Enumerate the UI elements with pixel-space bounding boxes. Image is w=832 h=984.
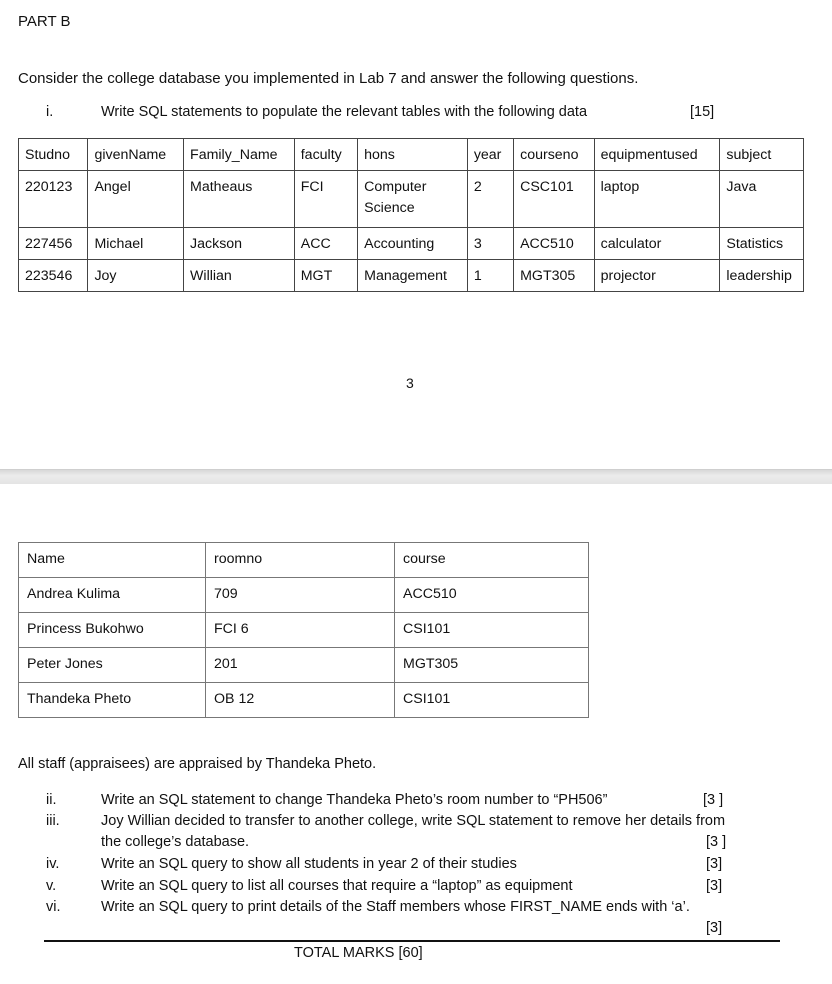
question-vi	[0, 899, 832, 941]
intro-text: Consider the college database you implemented in Lab 7 and answer the following questions.	[18, 70, 639, 87]
question-number: v.	[46, 878, 57, 894]
cell: 223546	[19, 260, 88, 292]
header-cell: courseno	[514, 139, 595, 171]
cell: projector	[594, 260, 720, 292]
question-iii	[0, 813, 832, 855]
question-marks: [3]	[706, 878, 723, 894]
question-text: Joy Willian decided to transfer to another college, write SQL statement to remove her details from	[101, 813, 726, 829]
cell: Matheaus	[184, 171, 295, 228]
page-number: 3	[406, 375, 414, 391]
cell: 227456	[19, 228, 88, 260]
table-row	[19, 683, 589, 718]
cell: CSI101	[395, 683, 589, 718]
cell: MGT	[294, 260, 357, 292]
question-text: Write an SQL query to show all students in year 2 of their studies	[101, 856, 517, 872]
header-cell: course	[395, 543, 589, 578]
cell: Management	[358, 260, 468, 292]
header-cell: equipmentused	[594, 139, 720, 171]
cell: 3	[467, 228, 513, 260]
question-i	[0, 104, 832, 124]
table-row	[19, 228, 804, 260]
header-cell: hons	[358, 139, 468, 171]
divider-line	[44, 940, 780, 942]
staff-table	[18, 542, 589, 718]
cell: Peter Jones	[19, 648, 206, 683]
cell: ACC510	[514, 228, 595, 260]
header-cell: roomno	[206, 543, 395, 578]
table-row	[19, 171, 804, 228]
question-marks: [3 ]	[703, 792, 724, 808]
cell: Princess Bukohwo	[19, 613, 206, 648]
table-header-row	[19, 543, 589, 578]
table-row	[19, 260, 804, 292]
question-number: i.	[46, 104, 54, 120]
header-cell: Family_Name	[184, 139, 295, 171]
header-cell: year	[467, 139, 513, 171]
question-marks: [3]	[706, 920, 723, 936]
total-marks: TOTAL MARKS [60]	[294, 945, 423, 961]
question-marks: [15]	[690, 104, 715, 120]
cell: Computer Science	[358, 171, 468, 228]
cell: Jackson	[184, 228, 295, 260]
table-row	[19, 613, 589, 648]
cell: 220123	[19, 171, 88, 228]
cell: leadership	[720, 260, 804, 292]
document-page-3	[0, 0, 832, 470]
cell: Accounting	[358, 228, 468, 260]
cell: Joy	[88, 260, 184, 292]
students-table	[18, 138, 804, 292]
header-cell: Name	[19, 543, 206, 578]
cell: Statistics	[720, 228, 804, 260]
page-separator	[0, 469, 832, 485]
question-v	[0, 878, 832, 898]
cell: laptop	[594, 171, 720, 228]
cell: 1	[467, 260, 513, 292]
table-header-row	[19, 139, 804, 171]
cell: ACC	[294, 228, 357, 260]
question-iv	[0, 856, 832, 876]
cell: Willian	[184, 260, 295, 292]
cell: Michael	[88, 228, 184, 260]
table-row	[19, 578, 589, 613]
document-page-4	[0, 484, 832, 984]
cell: Andrea Kulima	[19, 578, 206, 613]
cell: 201	[206, 648, 395, 683]
question-number: iv.	[46, 856, 60, 872]
question-text: Write SQL statements to populate the relevant tables with the following data	[101, 104, 588, 120]
cell: MGT305	[395, 648, 589, 683]
header-cell: faculty	[294, 139, 357, 171]
question-number: iii.	[46, 813, 60, 829]
part-title: PART B	[18, 13, 71, 30]
question-number: vi.	[46, 899, 61, 915]
question-text: Write an SQL query to list all courses that require a “laptop” as equipment	[101, 878, 573, 894]
cell: 2	[467, 171, 513, 228]
header-cell: subject	[720, 139, 804, 171]
cell: Angel	[88, 171, 184, 228]
table-row	[19, 648, 589, 683]
question-number: ii.	[46, 792, 57, 808]
cell: CSC101	[514, 171, 595, 228]
cell: FCI	[294, 171, 357, 228]
question-marks: [3 ]	[706, 834, 727, 850]
question-text: Write an SQL query to print details of the Staff members whose FIRST_NAME ends with ‘a’.	[101, 899, 690, 915]
appraisal-note: All staff (appraisees) are appraised by Thandeka Pheto.	[18, 756, 377, 772]
question-text-continued: the college’s database.	[101, 834, 250, 850]
cell: 709	[206, 578, 395, 613]
header-cell: givenName	[88, 139, 184, 171]
cell: OB 12	[206, 683, 395, 718]
question-text: Write an SQL statement to change Thandeka Pheto’s room number to “PH506”	[101, 792, 608, 808]
cell: ACC510	[395, 578, 589, 613]
cell: CSI101	[395, 613, 589, 648]
question-marks: [3]	[706, 856, 723, 872]
cell: Java	[720, 171, 804, 228]
header-cell: Studno	[19, 139, 88, 171]
cell: FCI 6	[206, 613, 395, 648]
cell: calculator	[594, 228, 720, 260]
cell: MGT305	[514, 260, 595, 292]
cell: Thandeka Pheto	[19, 683, 206, 718]
question-ii	[0, 792, 832, 812]
